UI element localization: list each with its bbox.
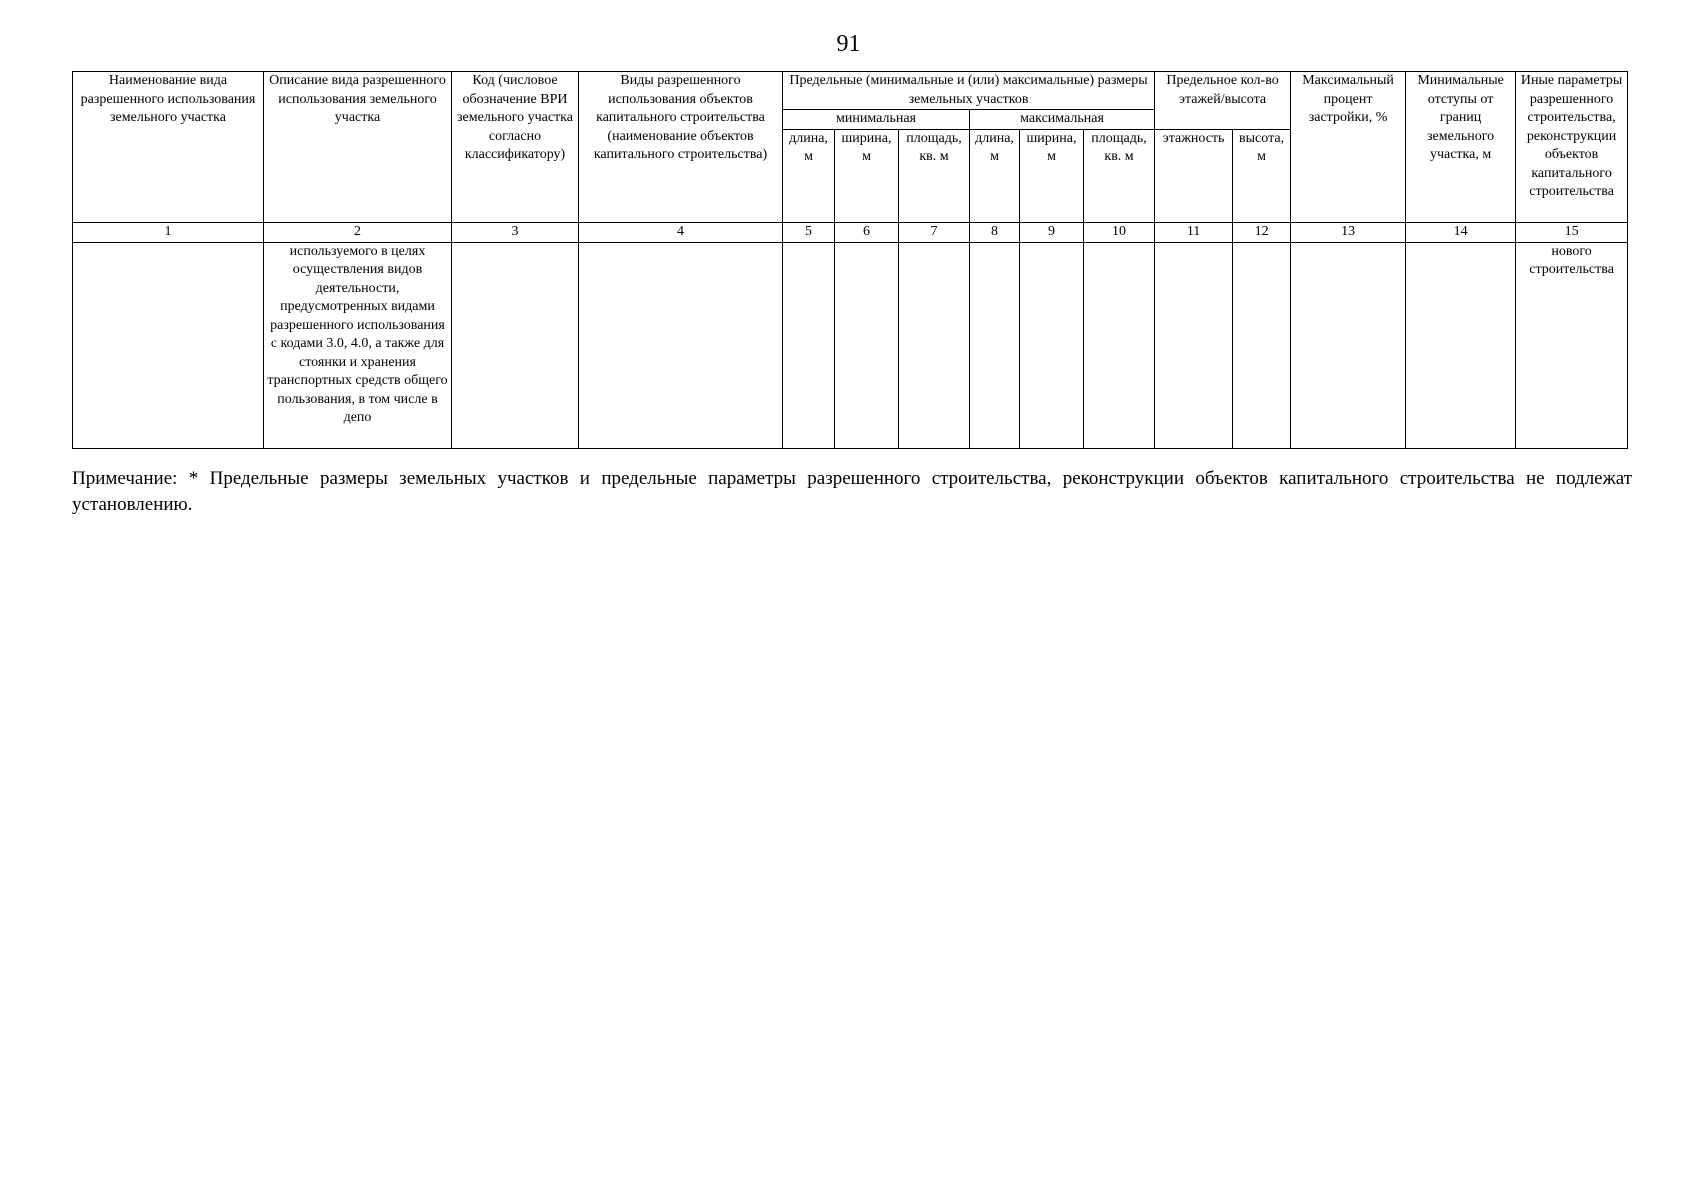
header-max-building-percent: Максимальный процент застройки, % — [1291, 72, 1406, 223]
column-number: 14 — [1406, 222, 1516, 242]
column-number: 8 — [970, 222, 1020, 242]
table-cell — [835, 242, 899, 448]
table-cell — [579, 242, 783, 448]
column-number: 11 — [1155, 222, 1233, 242]
header-min-setbacks: Минимальные отступы от границ земельного участка, м — [1406, 72, 1516, 223]
column-number: 12 — [1233, 222, 1291, 242]
header-height: высота, м — [1233, 129, 1291, 222]
column-number: 2 — [264, 222, 452, 242]
header-land-use-code: Код (числовое обозначение ВРИ земельного участка согласно классификатору) — [452, 72, 579, 223]
table-cell — [1233, 242, 1291, 448]
header-floors: этажность — [1155, 129, 1233, 222]
page-number: 91 — [836, 31, 861, 57]
table-cell — [970, 242, 1020, 448]
header-max-length: длина, м — [970, 129, 1020, 222]
column-number: 5 — [783, 222, 835, 242]
header-plot-size-limits: Предельные (минимальные и (или) максимальные) размеры земельных участков — [783, 72, 1155, 110]
table-cell — [1155, 242, 1233, 448]
table-cell — [1084, 242, 1155, 448]
header-min-length: длина, м — [783, 129, 835, 222]
table-cell — [73, 242, 264, 448]
table-cell — [1406, 242, 1516, 448]
header-maximum: максимальная — [970, 110, 1155, 130]
header-minimum: минимальная — [783, 110, 970, 130]
column-number-row — [73, 222, 1628, 242]
zoning-parameters-table — [72, 71, 1628, 449]
header-max-width: ширина, м — [1020, 129, 1084, 222]
column-number: 9 — [1020, 222, 1084, 242]
header-min-width: ширина, м — [835, 129, 899, 222]
header-max-area: площадь, кв. м — [1084, 129, 1155, 222]
header-floors-height-limit: Предельное кол-во этажей/высота — [1155, 72, 1291, 130]
column-number: 7 — [899, 222, 970, 242]
header-land-use-name: Наименование вида разрешенного использования земельного участка — [73, 72, 264, 223]
column-number: 6 — [835, 222, 899, 242]
header-capital-construction-uses: Виды разрешенного использования объектов капитального строительства (наименование объектов капитального строительства) — [579, 72, 783, 223]
header-land-use-description: Описание вида разрешенного использования земельного участка — [264, 72, 452, 223]
column-number: 13 — [1291, 222, 1406, 242]
table-cell: нового строительства — [1516, 242, 1628, 448]
footnote-note: Примечание: * Предельные размеры земельных участков и предельные параметры разрешенного строительства, реконструкции объектов капитального строительства не подлежат установлению. — [72, 468, 1632, 515]
column-number: 10 — [1084, 222, 1155, 242]
table-cell — [899, 242, 970, 448]
column-number: 15 — [1516, 222, 1628, 242]
column-number: 1 — [73, 222, 264, 242]
table-cell — [783, 242, 835, 448]
table-cell — [1020, 242, 1084, 448]
table-row — [73, 242, 1628, 448]
column-number: 4 — [579, 222, 783, 242]
table-cell: используемого в целях осуществления видов деятельности, предусмотренных видами разрешенного использования с кодами 3.0, 4.0, а также для стоянки и хранения транспортных средств общего пользования, в том числе в депо — [264, 242, 452, 448]
header-other-parameters: Иные параметры разрешенного строительства, реконструкции объектов капитального строительства — [1516, 72, 1628, 223]
table-cell — [1291, 242, 1406, 448]
table-cell — [452, 242, 579, 448]
column-number: 3 — [452, 222, 579, 242]
header-min-area: площадь, кв. м — [899, 129, 970, 222]
